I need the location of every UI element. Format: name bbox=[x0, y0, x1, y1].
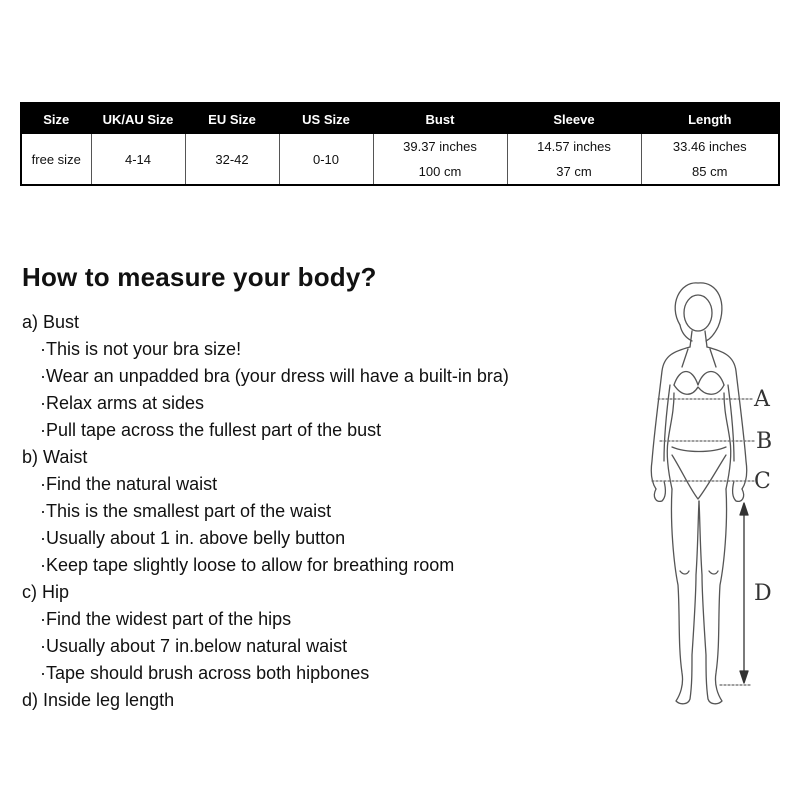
list-item: ·Find the widest part of the hips bbox=[40, 609, 292, 629]
list-item: ·Tape should brush across both hipbones bbox=[40, 663, 370, 683]
cell-us-size: 0-10 bbox=[279, 134, 373, 185]
cell-uk-au-size: 4-14 bbox=[91, 134, 185, 185]
size-chart-table bbox=[20, 102, 780, 186]
sleeve-cm: 37 cm bbox=[556, 164, 592, 179]
section-heading-inside-leg: d) Inside leg length bbox=[22, 690, 175, 710]
body-measurement-figure bbox=[630, 275, 790, 725]
table-row bbox=[21, 134, 779, 185]
list-item: ·Keep tape slightly loose to allow for breathing room bbox=[40, 555, 455, 575]
body-outline-drawing bbox=[630, 275, 790, 725]
table-header-row bbox=[21, 103, 779, 134]
section-heading-waist: b) Waist bbox=[22, 447, 88, 467]
label-c: C bbox=[754, 469, 771, 494]
measurement-guide bbox=[22, 309, 622, 714]
label-a: A bbox=[754, 387, 770, 412]
list-item: ·Pull tape across the fullest part of the bust bbox=[40, 420, 382, 440]
section-heading-bust: a) Bust bbox=[22, 312, 80, 332]
guide-title: How to measure your body? bbox=[22, 262, 377, 292]
label-b: B bbox=[756, 429, 773, 454]
cell-bust bbox=[373, 134, 507, 185]
header-bust: Bust bbox=[373, 103, 507, 134]
length-cm: 85 cm bbox=[692, 164, 728, 179]
list-item: ·Usually about 7 in.below natural waist bbox=[40, 636, 348, 656]
cell-length bbox=[641, 134, 779, 185]
length-inches: 33.46 inches bbox=[672, 139, 747, 154]
header-size: Size bbox=[21, 103, 91, 134]
bust-inches: 39.37 inches bbox=[403, 139, 477, 154]
header-length: Length bbox=[641, 103, 779, 134]
header-sleeve: Sleeve bbox=[507, 103, 641, 134]
cell-size: free size bbox=[31, 151, 81, 167]
header-eu-size: EU Size bbox=[185, 103, 279, 134]
header-us-size: US Size bbox=[279, 103, 373, 134]
list-item: ·Relax arms at sides bbox=[40, 393, 205, 413]
list-item: ·Wear an unpadded bra (your dress will have a built-in bra) bbox=[40, 366, 509, 386]
list-item: ·This is the smallest part of the waist bbox=[40, 501, 332, 521]
label-d: D bbox=[754, 581, 772, 606]
cell-eu-size: 32-42 bbox=[185, 134, 279, 185]
sleeve-inches: 14.57 inches bbox=[537, 139, 611, 154]
header-uk-au-size: UK/AU Size bbox=[91, 103, 185, 134]
cell-sleeve bbox=[507, 134, 641, 185]
section-heading-hip: c) Hip bbox=[22, 582, 70, 602]
list-item: ·Usually about 1 in. above belly button bbox=[40, 528, 346, 548]
bust-cm: 100 cm bbox=[418, 164, 462, 179]
list-item: ·Find the natural waist bbox=[40, 474, 218, 494]
list-item: ·This is not your bra size! bbox=[40, 339, 242, 359]
